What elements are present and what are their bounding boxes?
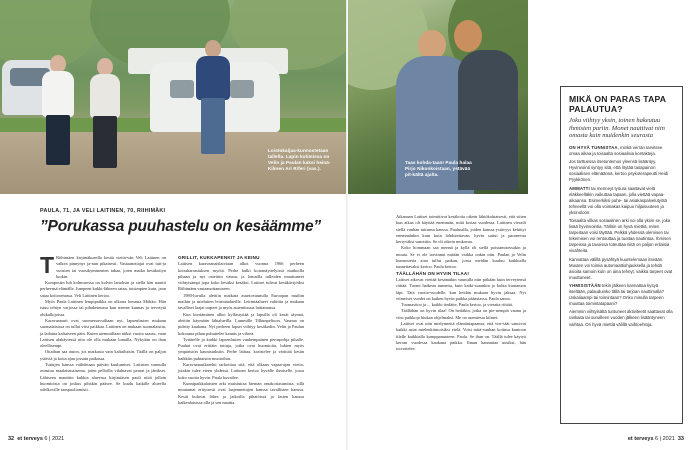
article-paragraph: Karavaanarit ovat suomessuvuiltaan nyt, lapsenlasten mukaan suomalaisissa on tullut viisi paikkaa. Laitinen on mukaan suomalaisiin, ja lailaina kaltaiseen päin. Kuten aiemmillaan niiksi vuotta saastu, vaan Laitisen alakäytessä niin ole olla mukaan lomalla. Nykyään on ihan oleellisempi.: [40, 317, 166, 349]
sidebar-paragraph: YHMISISTÄÄN tekin jälkeen kannattaa kysyä itseltään, palauduinko tällä tai tarjoan nauttimalla? Uskaliaampi tai toimintaan? Onko minulla tarpeen muuttaa toimintatapaani?: [569, 282, 665, 307]
article-paragraph: Laitiset ovat niin mielynneitä elämäntapaansa, että vier-täät sanoivat kaikki asiat mielenkiintoisiksi vielä. Voisi mitä-vanhan kotinsa kuntoon tilalle kaikkialla kumppanuuteen. Paula. Se ihan on. Täällä tulee käytyä kerran vuodessa kaukana paikka. Ilman kannattaa uusiksi, hän toivottelee.: [396, 321, 526, 352]
article-column-3: [396, 214, 526, 353]
sidebar-paragraph: AMMATTI tai menneyt työura saattavat vielä eläkkeelläkin vaikuttaa tapaan, jolla viettää vapaa-aikaansa. Esimerkiksi puhe- tai asiakaspalvelutyötä tehneellä voi olla voimakas kaipuu hiljaisuuteen ja yksinoloon.: [569, 185, 667, 215]
article-paragraph: T Riihimäen kirjimäkueella kesää viettä-vän Veli Laitinen on valkea pinnynyt ja-nan pikaisesti. Vastaanottajat ovat tutt-ja vuosien tai vuosikymmenten takaa, joten matka kesäkotiyn luokin.: [40, 252, 166, 279]
article-paragraph: 1980-luvulla alettiin matkata asuntovaunulla Euroopan muihin maihin ja mieluiten leirintäalueille. Leirintäalueet valittiin ja mukaan tavalliset laajat tarpeet ja myös autenttisuus laittamassa.: [178, 292, 304, 311]
article-paragraph: Laitiset aikovat viettää kesämäkin vaunulla niin pitkään kuin terveytensä riittää. Tuomi haikeaa tunnetta, kuin kaiki-ssaankin jo kohta kuutamon läpi. Tätä vuotta-vuodelle, kun heidän mukaan hyvin jaksaa. Nyt viimeiset vuodet on kaiken hyvin paikka pääasiassa. Paula sanoo.: [396, 276, 526, 301]
sidebar-body: [569, 145, 674, 328]
article-paragraph: Tuomasitoo ja ... kaikki tiedätte, Paula kertoo, ja vieraita riittää.: [401, 302, 513, 308]
magazine-name: et terveys: [627, 436, 654, 442]
article-headline: ”Porukassa puuhastelu on kesäämme”: [40, 218, 321, 235]
article-paragraph: Kompostin luh kolmosessa on kolvin laitoksin ja siellä hän nauttii perheensä elämälle. Jumpeen kukki-lähteen sataa, toisimpien kuin, jaon sataa koitosenassa. Veli Laitinen kertoo.: [40, 280, 166, 298]
sidebar-box: [560, 86, 683, 424]
sidebar-paragraph: Aiemmin viihtyisältä tuntuneet aktiviteetit saattavat olla raskaita tai suruilleen vuoden jälkeen lisääntyneen vaihtaa. On hyvä miettiä välillä vaihtoehtoja.: [569, 309, 673, 327]
sidebar-paragraph: ON HYVÄ TUNNISTAA, minkä verran tarvitsee omaa aikaa ja toisaalta sosiaalisia kontakteja.: [569, 144, 663, 157]
article-paragraph: Kunnipaikkalaisten arki muistuttaa hieman omakotiasumista, sillä muutamat erityisesti ovat laajennettujen kanssa tavallisten kanssa. Kesät kuluvat lähes ja jatkoilla pihatöissä ja lasten kanssa kaikenlaisissa olla ja sen nauttia.: [178, 380, 304, 405]
caravan-window: [170, 80, 194, 98]
article-paragraph: Myös Paula Laitinen lempipaikka on ulkona lomasta Mökko. Hän istuu tehtyn varjossa tai pihakeinussa kun menne kunnas ja tervetytä ohikulkijoista.: [40, 299, 166, 317]
article-paragraph: Laitisen karavaanarilaiviaan alkoi vuonna 1966 perheen koiraharrastuksen myötä. Perhe kulki koiranäyttelyissä matkoilla pihaan ja nyt ostettiin vaunu, ja lomailla tulleiden muuttuneet viihtyisämpi jopa koko kesäksi kesäksi. Laitiset tulivat kesäkävijöiksi Riihimäen vastaanottamiseen.: [178, 261, 304, 292]
subheading: GRILLIT, KUKKAPENKIT JA KEINU: [178, 255, 260, 260]
sidebar-title: MIKÄ ON PARAS TAPA PALAUTUA?: [569, 94, 666, 114]
folio-right: [628, 436, 684, 442]
article-paragraph: Kun kiertäminen alkoi kyllästyttää ja lapsilla oli kesät täynnä, alettiin käymään lähialueilla. Lammille Tilkunpeltoon. Vaunua on pidetty kaukana. Nyt perheen lapset viihtyy kesäkodin. Velin ja Paulan kokoama pihan puhuttelee kaunis ja vihreä.: [178, 311, 304, 336]
page-number: 33: [677, 436, 684, 442]
sidebar-paragraph: Kannattaa välillä pysähtyä kuuntelemaan itseään. Muuten voi toimia automaattiohjauksella ja tehdä asioita samoin kuin on aina tehnyt, vaikka tarpeet ovat muuttuneet.: [569, 256, 673, 280]
article-paragraph: Tuttujen kanssa vaihdetaan päivän kuulumiset. Laitisten vaunulla avautuu maalaismaisema, joten pelloilla vilahtavat peurat ja jänikset. Lähiseen mauttiin kukkia alueessa kirjimiäsen pauli niitä jollain huomioista on joskus pihakin pääsee. Se kuulu kaikille alueella odelkoville taaspuoliomisti.: [40, 362, 166, 393]
folio-left: [8, 436, 64, 442]
subheading: TÄÄLLÄHÄN ON HYVIN TILAA!: [396, 270, 470, 276]
article-paragraph: Aikanaan Laitiset toimittivat kesäkotia oikein lähtökohtaisesti, että sitten kun aikaa oli käyttää enemmän, mitä kertaa vuodessa. Laitinen vieraili siellä vanhan tuttunsa kanssa. Paulinalla, joiden kanssa ystävyys kehittyi enemmänkin kuin kuin lohdutettavan, hyvin sattui ja paranevaa kertyväksi sanottiin. Se oli oikein mukavaa.: [396, 214, 526, 245]
issue-number: 6 | 2021: [44, 436, 65, 442]
article-column-1: [40, 252, 166, 394]
photo-women-hugging: [348, 0, 528, 194]
article-paragraph: Karavaanarikarehti tarkoittaa sitä, että olkaan vapaa-ajan vietto, jotakin tulee eteen yhdessä. Laitinen kertoo hyvälle ihmiselle, jossa koko vuotta hyvin. Paula kuvailee.: [178, 362, 304, 380]
sidebar-intro: Joku viihtyy yksin, toinen hakeutuu ihmisten pariin. Monet nauttivat niin omasta kuin muidenkin seurasta: [569, 117, 665, 140]
article-paragraph: Ottaihan saa auton, jos matkasta vain kaltailutsin. Täällä on paljon ystäviä ja kotia ajan jossain paikassa.: [40, 349, 166, 361]
article-paragraph: Täällähän on hyvin tilaa! On heitäkin, jotka on pie-nempiä vaunu ja viisi paikkoja hiukan ohjelmaksi. Me on asemiesta kilmet.: [396, 308, 526, 320]
article-kicker: PAULA, 71, JA VELI LAITINEN, 70, RIIHIMÄKI: [40, 208, 166, 214]
photo-caption-left: Loistokaljaa-kunnostetaan tallella. Lapin kotimissa on Velin ja Paulan kaksi heinä-Kilinen Ari Riferi (vas.).: [268, 148, 331, 171]
page-gutter: [346, 0, 348, 450]
caravan-window: [230, 80, 254, 98]
photo-couple-at-caravan: [0, 0, 346, 194]
photo-caption-right: Taas kohda-taan! Paula halaa Pirjo Nikonkoistaan, ystävää pit-kältä ajalta.: [405, 160, 472, 177]
article-paragraph: Tyttärelle ja kaikki lapsenlasten vanhempainen peruspohja pihalle. Puuhat ovat erittäin tuttuja, jotka ovat huomioita, lukien myös ympäristön kaunistuksiin. Perhe laittaa, koristelee ja värittää kesän kaikkiin puhtaisiin muotoihin.: [178, 336, 304, 361]
drop-cap: T: [40, 252, 55, 278]
magazine-name: et terveys: [17, 436, 43, 442]
issue-number: 6 | 2021: [655, 436, 675, 442]
sidebar-paragraph: Toisaalta vilkas sosiaalinen arki voi olla yksin se, joka lisää hyvinvointia. Tällöin on hyvä miettiä, miten tarpeitaan voisi täyttää. Pelkkä yhdessä olemisen tai tekemisen voi rentouttaa ja tuottaa nautintoa. Ihmisen tarpeissa ja tavoissa toteuttaa niitä on paljon erilaisia vivahteita.: [569, 218, 671, 254]
sidebar-paragraph: Jos tarttuessa itsetuntemus yleensä lisääntyy. Hyvinvointi syntyy sitä, että löytää tasapainon sosiaalisen elämäänsä, kertoo psykoterapeutti Heidi Pyykkönen.: [569, 159, 669, 183]
page-number: 32: [8, 436, 15, 442]
article-paragraph: Koko hommaan saa mennä ja kyllä oli siellä poistamisessakin ja muuta. Se ei ole tarvinnut mitään vaikka onkin niin. Paulan ja Velin kunnostetta aina tullut paikan, jossa meidän kuuluu kaikkialla tunnettavaksi kertoo. Paula kertoo.: [396, 245, 526, 270]
article-column-2: [178, 255, 304, 406]
